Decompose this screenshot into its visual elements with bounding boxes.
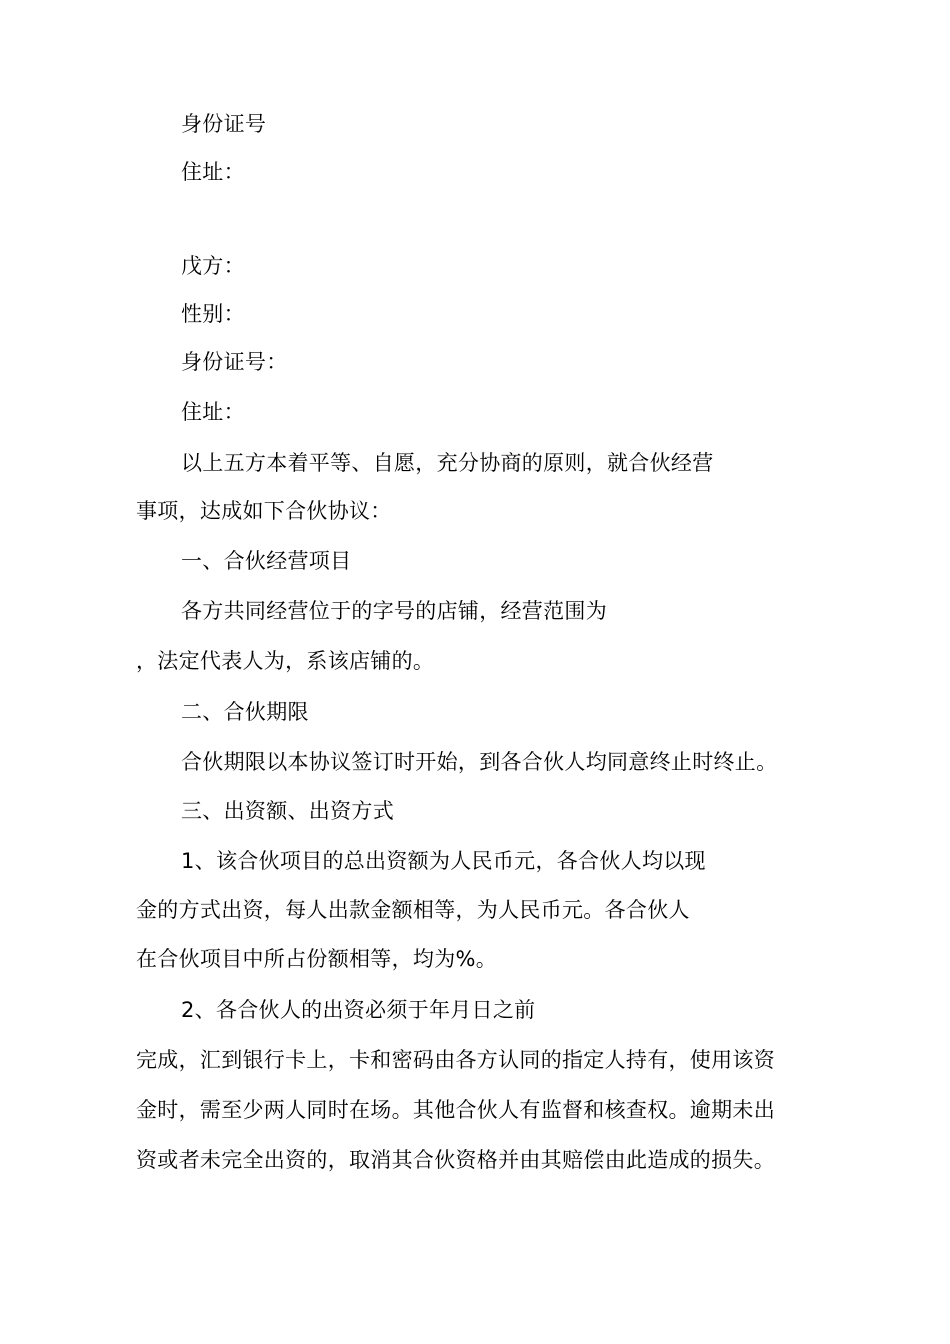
- gender-label: 性别：: [181, 302, 245, 326]
- preamble-line-1: 以上五方本着平等、自愿，充分协商的原则，就合伙经营: [181, 451, 714, 475]
- section-2-body: 合伙期限以本协议签订时开始，到各合伙人均同意终止时终止。: [181, 750, 778, 774]
- preamble-line-2: 事项，达成如下合伙协议：: [136, 499, 392, 523]
- section-3-item-1-line-2: 金的方式出资，每人出款金额相等，为人民币元。各合伙人: [136, 898, 690, 922]
- section-3-item-2-line-1: 2、各合伙人的出资必须于年月日之前: [181, 998, 536, 1022]
- party-e-id-number-label: 身份证号：: [181, 350, 288, 374]
- party-e-label: 戊方：: [181, 254, 245, 278]
- section-1-heading: 一、合伙经营项目: [181, 549, 352, 573]
- section-3-item-2-line-4: 资或者未完全出资的，取消其合伙资格并由其赔偿由此造成的损失。: [136, 1148, 775, 1172]
- address-label: 住址：: [181, 160, 245, 184]
- section-3-heading: 三、出资额、出资方式: [181, 799, 394, 823]
- id-number-label: 身份证号: [181, 112, 267, 136]
- section-1-body-line-2: ，法定代表人为，系该店铺的。: [136, 649, 435, 673]
- section-2-heading: 二、合伙期限: [181, 700, 309, 724]
- section-3-item-2-line-3: 金时，需至少两人同时在场。其他合伙人有监督和核查权。逾期未出: [136, 1098, 775, 1122]
- section-3-item-1-line-1: 1、该合伙项目的总出资额为人民币元，各合伙人均以现: [181, 849, 706, 873]
- section-1-body-line-1: 各方共同经营位于的字号的店铺，经营范围为: [181, 599, 607, 623]
- section-3-item-1-line-3: 在合伙项目中所占份额相等，均为%。: [136, 947, 498, 971]
- section-3-item-2-line-2: 完成，汇到银行卡上，卡和密码由各方认同的指定人持有，使用该资: [136, 1048, 775, 1072]
- party-e-address-label: 住址：: [181, 400, 245, 424]
